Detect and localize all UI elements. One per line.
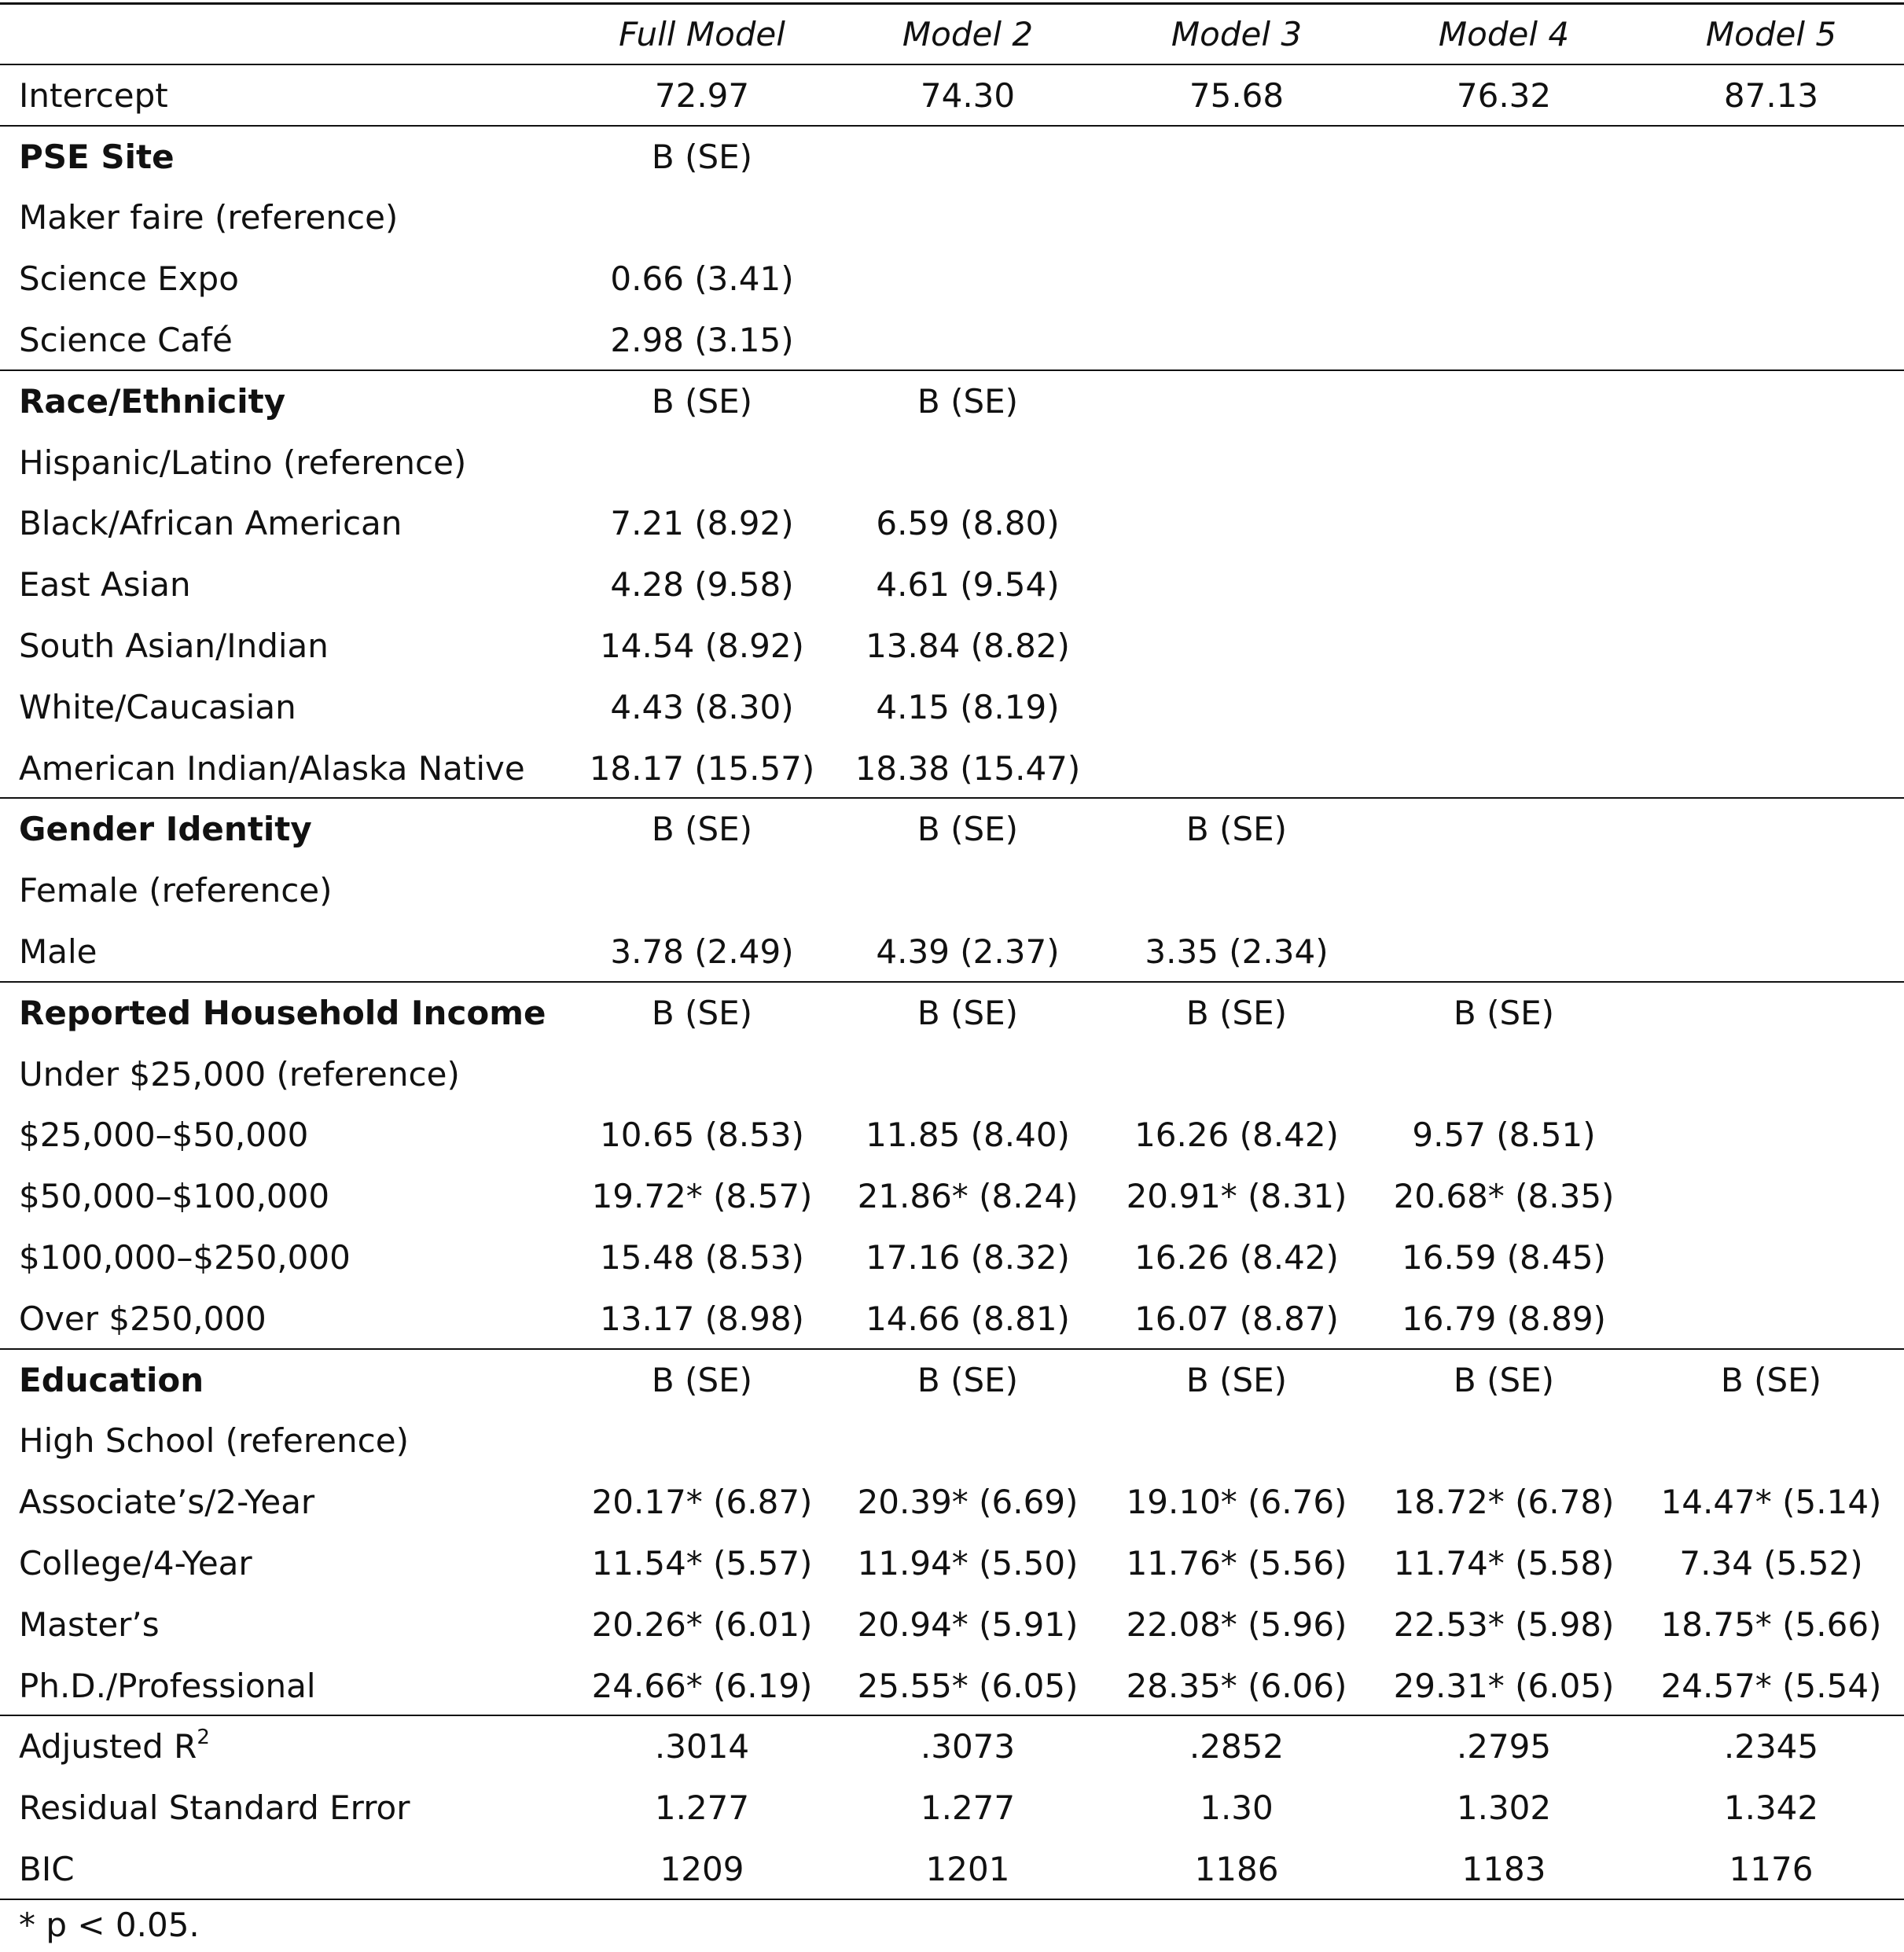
value-cell: B (SE) <box>1185 810 1288 849</box>
stat-row <box>0 1777 1904 1839</box>
value-cell: 3.78 (2.49) <box>610 932 794 971</box>
value-cell: 14.66 (8.81) <box>866 1299 1070 1338</box>
section-header-row <box>0 371 1904 432</box>
value-cell: .3014 <box>654 1727 750 1766</box>
value-cell: 22.08* (5.96) <box>1126 1605 1347 1644</box>
value-cell: 1186 <box>1194 1850 1279 1888</box>
table-row <box>0 1594 1904 1656</box>
table-row <box>0 310 1904 371</box>
value-cell: 29.31* (6.05) <box>1393 1666 1615 1705</box>
section-header-row <box>0 1350 1904 1411</box>
table-row <box>0 616 1904 677</box>
value-cell: 72.97 <box>654 75 750 115</box>
value-cell: 16.26 (8.42) <box>1134 1238 1339 1277</box>
value-cell: 1.277 <box>654 1788 750 1828</box>
value-cell: 76.32 <box>1456 75 1552 115</box>
value-cell: 15.48 (8.53) <box>600 1238 804 1277</box>
value-cell: 16.79 (8.89) <box>1402 1299 1606 1338</box>
value-cell: 87.13 <box>1723 75 1819 115</box>
value-cell: 2.98 (3.15) <box>610 321 794 359</box>
row-label: Under $25,000 (reference) <box>19 1054 460 1094</box>
row-label: Hispanic/Latino (reference) <box>19 443 467 482</box>
value-cell: .2852 <box>1189 1727 1285 1766</box>
table-row <box>0 1044 1904 1105</box>
row-label: East Asian <box>19 565 191 605</box>
table-row <box>0 1166 1904 1227</box>
table-row <box>0 1472 1904 1533</box>
value-cell: B (SE) <box>651 810 753 849</box>
table-row <box>0 432 1904 494</box>
value-cell: 24.66* (6.19) <box>591 1666 813 1705</box>
row-label: $25,000–$50,000 <box>19 1116 309 1155</box>
table-row <box>0 554 1904 616</box>
row-label: White/Caucasian <box>19 687 296 726</box>
value-cell: 16.59 (8.45) <box>1402 1238 1606 1277</box>
value-cell: B (SE) <box>917 993 1019 1032</box>
value-cell: 17.16 (8.32) <box>866 1238 1070 1277</box>
section-title: Race/Ethnicity <box>19 381 286 421</box>
value-cell: 4.39 (2.37) <box>876 932 1060 971</box>
row-label: Associate’s/2-Year <box>19 1483 315 1522</box>
value-cell: 1183 <box>1461 1850 1546 1888</box>
value-cell: 4.43 (8.30) <box>610 687 794 726</box>
value-cell: 4.61 (9.54) <box>876 565 1060 605</box>
row-label: Male <box>19 932 97 971</box>
stat-label: BIC <box>19 1850 75 1888</box>
table-row <box>0 677 1904 738</box>
value-cell: B (SE) <box>917 381 1019 421</box>
stat-row <box>0 1839 1904 1900</box>
row-label: $100,000–$250,000 <box>19 1238 351 1277</box>
value-cell: 13.84 (8.82) <box>866 627 1070 665</box>
value-cell: 6.59 (8.80) <box>876 504 1060 543</box>
value-cell: 1.302 <box>1456 1788 1552 1828</box>
section-title: Reported Household Income <box>19 993 546 1032</box>
value-cell: 1201 <box>925 1850 1010 1888</box>
row-label: High School (reference) <box>19 1421 409 1461</box>
row-label: American Indian/Alaska Native <box>19 748 525 788</box>
section-header-row <box>0 127 1904 188</box>
value-cell: 10.65 (8.53) <box>600 1116 804 1155</box>
row-label: Over $250,000 <box>19 1299 266 1338</box>
value-cell: B (SE) <box>1453 1360 1555 1399</box>
table-row <box>0 1288 1904 1350</box>
value-cell: B (SE) <box>1720 1360 1822 1399</box>
value-cell: .2345 <box>1723 1727 1819 1766</box>
value-cell: 28.35* (6.06) <box>1126 1666 1347 1705</box>
table-row <box>0 1533 1904 1594</box>
value-cell: B (SE) <box>651 1360 753 1399</box>
value-cell: 11.94* (5.50) <box>857 1544 1079 1583</box>
value-cell: 7.34 (5.52) <box>1679 1544 1863 1583</box>
column-header: Model 4 <box>1438 15 1570 53</box>
table-row <box>0 187 1904 248</box>
value-cell: 0.66 (3.41) <box>610 259 794 299</box>
value-cell: 1.30 <box>1200 1788 1274 1828</box>
table-row <box>0 860 1904 921</box>
row-label <box>19 1777 410 1839</box>
row-label: Female (reference) <box>19 871 333 910</box>
value-cell: B (SE) <box>1453 993 1555 1032</box>
value-cell: 18.17 (15.57) <box>589 748 815 788</box>
row-label: Intercept <box>19 75 168 115</box>
row-label: Science Café <box>19 321 233 359</box>
value-cell: 1.342 <box>1723 1788 1819 1828</box>
value-cell: 4.28 (9.58) <box>610 565 794 605</box>
table-row <box>0 1410 1904 1472</box>
row-label: Maker faire (reference) <box>19 198 399 237</box>
column-header: Full Model <box>619 15 785 53</box>
table-row <box>0 248 1904 310</box>
value-cell: 18.72* (6.78) <box>1393 1483 1615 1522</box>
value-cell: 14.47* (5.14) <box>1660 1483 1882 1522</box>
value-cell: 19.72* (8.57) <box>591 1177 813 1216</box>
value-cell: 16.26 (8.42) <box>1134 1116 1339 1155</box>
value-cell: 9.57 (8.51) <box>1412 1116 1596 1155</box>
column-header: Model 5 <box>1705 15 1837 53</box>
value-cell: 1176 <box>1729 1850 1814 1888</box>
value-cell: 4.15 (8.19) <box>876 687 1060 726</box>
value-cell: 11.54* (5.57) <box>591 1544 813 1583</box>
value-cell: 7.21 (8.92) <box>610 504 794 543</box>
stat-label: Residual Standard Error <box>19 1788 410 1828</box>
row-label: College/4-Year <box>19 1544 252 1583</box>
value-cell: B (SE) <box>917 810 1019 849</box>
value-cell: 16.07 (8.87) <box>1134 1299 1339 1338</box>
value-cell: 13.17 (8.98) <box>600 1299 804 1338</box>
value-cell: B (SE) <box>651 993 753 1032</box>
value-cell: 20.94* (5.91) <box>857 1605 1079 1644</box>
value-cell: 20.39* (6.69) <box>857 1483 1079 1522</box>
value-cell: 74.30 <box>920 75 1016 115</box>
value-cell: B (SE) <box>1185 993 1288 1032</box>
row-label <box>19 1716 210 1777</box>
row-label: Ph.D./Professional <box>19 1666 316 1705</box>
table-footnote: * p < 0.05. <box>19 1905 200 1944</box>
row-label: Master’s <box>19 1605 160 1644</box>
row-label: Black/African American <box>19 504 402 543</box>
row-label: South Asian/Indian <box>19 627 329 665</box>
section-title: Gender Identity <box>19 810 312 849</box>
section-title: PSE Site <box>19 137 175 176</box>
row-label: $50,000–$100,000 <box>19 1177 330 1216</box>
value-cell: 20.17* (6.87) <box>591 1483 813 1522</box>
value-cell: .3073 <box>920 1727 1016 1766</box>
value-cell: 20.26* (6.01) <box>591 1605 813 1644</box>
value-cell: 25.55* (6.05) <box>857 1666 1079 1705</box>
value-cell: B (SE) <box>651 137 753 176</box>
table-row <box>0 921 1904 983</box>
value-cell: B (SE) <box>1185 1360 1288 1399</box>
value-cell: 11.76* (5.56) <box>1126 1544 1347 1583</box>
table-row <box>0 1656 1904 1717</box>
value-cell: 19.10* (6.76) <box>1126 1483 1347 1522</box>
value-cell: 3.35 (2.34) <box>1145 932 1329 971</box>
value-cell: 1209 <box>660 1850 744 1888</box>
value-cell: 11.85 (8.40) <box>866 1116 1070 1155</box>
value-cell: 14.54 (8.92) <box>600 627 804 665</box>
stat-row <box>0 1716 1904 1777</box>
value-cell: 75.68 <box>1189 75 1285 115</box>
value-cell: 24.57* (5.54) <box>1660 1666 1882 1705</box>
row-label: Science Expo <box>19 259 239 299</box>
column-header: Model 2 <box>902 15 1034 53</box>
value-cell: 20.91* (8.31) <box>1126 1177 1347 1216</box>
intercept-row <box>0 65 1904 127</box>
value-cell: 1.277 <box>920 1788 1016 1828</box>
table-rule <box>0 1899 1904 1900</box>
value-cell: B (SE) <box>917 1360 1019 1399</box>
row-label <box>19 1839 75 1900</box>
value-cell: 18.38 (15.47) <box>855 748 1081 788</box>
section-header-row <box>0 983 1904 1044</box>
table-row <box>0 1227 1904 1288</box>
value-cell: 11.74* (5.58) <box>1393 1544 1615 1583</box>
table-row <box>0 1105 1904 1166</box>
value-cell: .2795 <box>1456 1727 1552 1766</box>
value-cell: 22.53* (5.98) <box>1393 1605 1615 1644</box>
section-header-row <box>0 799 1904 860</box>
column-header-row <box>0 4 1904 65</box>
value-cell: 18.75* (5.66) <box>1660 1605 1882 1644</box>
table-row <box>0 738 1904 800</box>
value-cell: 20.68* (8.35) <box>1393 1177 1615 1216</box>
stat-label: Adjusted R <box>19 1727 197 1766</box>
section-title: Education <box>19 1360 204 1399</box>
value-cell: B (SE) <box>651 381 753 421</box>
table-row <box>0 493 1904 554</box>
column-header: Model 3 <box>1171 15 1303 53</box>
value-cell: 21.86* (8.24) <box>857 1177 1079 1216</box>
superscript: 2 <box>197 1726 210 1750</box>
